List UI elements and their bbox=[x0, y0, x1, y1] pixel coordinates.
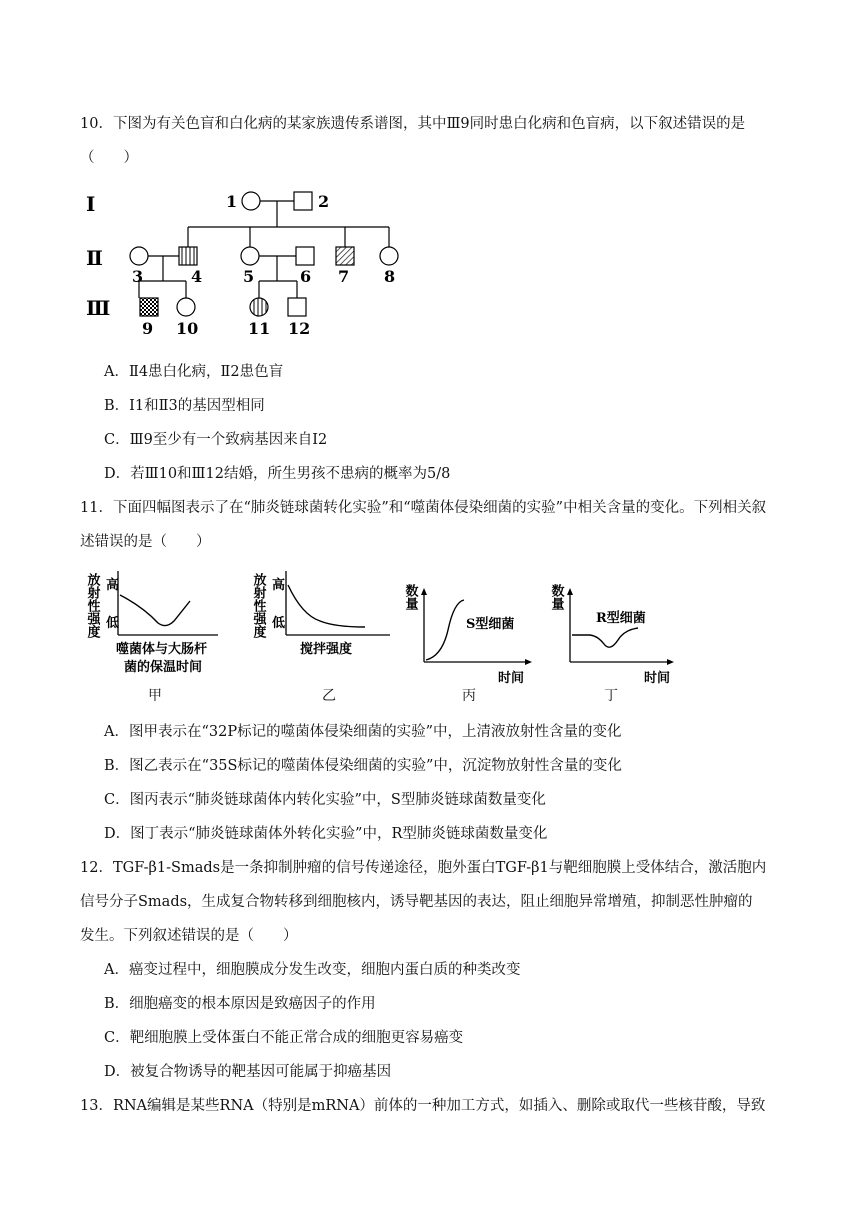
q12-stem-line1: 12．TGF-β1-Smads是一条抑制肿瘤的信号传递途径，胞外蛋白TGF-β1与靶细胞膜上受体结合，激活胞内 bbox=[80, 860, 767, 876]
num-11: 11 bbox=[248, 319, 271, 338]
num-6: 6 bbox=[300, 267, 312, 286]
q10-option-d: D．若Ⅲ10和Ⅲ12结婚，所生男孩不患病的概率为5/8 bbox=[104, 466, 451, 482]
num-4: 4 bbox=[191, 267, 203, 286]
individual-III9 bbox=[140, 298, 158, 316]
q10-stem-line1: 10．下图为有关色盲和白化病的某家族遗传系谱图，其中Ⅲ9同时患白化病和色盲病，以下叙述错误的是 bbox=[80, 116, 746, 132]
q12-option-a: A．癌变过程中，细胞膜成分发生改变，细胞内蛋白质的种类改变 bbox=[104, 962, 521, 978]
individual-II3 bbox=[130, 247, 148, 265]
bing-curve-label: S型细菌 bbox=[466, 617, 515, 632]
q10-option-c: C．Ⅲ9至少有一个致病基因来自I2 bbox=[104, 432, 328, 448]
ding-curve bbox=[572, 628, 638, 647]
yi-xlabel: 搅拌强度 bbox=[300, 642, 353, 657]
individual-III11 bbox=[250, 298, 268, 316]
individual-I2 bbox=[294, 192, 312, 210]
q11-option-b: B．图乙表示在“35S标记的噬菌体侵染细菌的实验”中，沉淀物放射性含量的变化 bbox=[104, 758, 622, 774]
q12-option-b: B．细胞癌变的根本原因是致癌因子的作用 bbox=[104, 996, 376, 1012]
individual-I1 bbox=[242, 192, 260, 210]
yi-high: 高 bbox=[272, 578, 286, 593]
jia-curve bbox=[120, 595, 190, 626]
num-3: 3 bbox=[132, 267, 144, 286]
caption-jia: 甲 bbox=[148, 688, 162, 704]
graph-yi bbox=[250, 565, 400, 665]
num-9: 9 bbox=[142, 319, 154, 338]
jia-xlabel-2: 菌的保温时间 bbox=[124, 660, 203, 675]
q10-stem-line2: （ ） bbox=[80, 150, 138, 166]
q11-stem-line1: 11．下面四幅图表示了在“肺炎链球菌转化实验”和“噬菌体侵染细菌的实验”中相关含量的变化。下列相关叙 bbox=[80, 500, 767, 516]
q11-option-a: A．图甲表示在“32P标记的噬菌体侵染细菌的实验”中，上清液放射性含量的变化 bbox=[104, 724, 622, 740]
q11-option-c: C．图丙表示“肺炎链球菌体内转化实验”中，S型肺炎链球菌数量变化 bbox=[104, 792, 546, 808]
bing-ylabel: 数量 bbox=[402, 584, 418, 610]
jia-ylabel: 放射性强度 bbox=[84, 573, 100, 638]
individual-III10 bbox=[177, 298, 195, 316]
yi-low: 低 bbox=[272, 616, 286, 631]
q10-option-b: B．I1和Ⅱ3的基因型相同 bbox=[104, 398, 265, 414]
pedigree-chart bbox=[80, 185, 420, 345]
individual-II8 bbox=[380, 247, 398, 265]
graph-jia bbox=[78, 565, 238, 675]
caption-ding: 丁 bbox=[604, 688, 618, 704]
caption-bing: 丙 bbox=[462, 688, 476, 704]
num-10: 10 bbox=[176, 319, 199, 338]
num-2: 2 bbox=[318, 192, 330, 211]
q12-option-d: D．被复合物诱导的靶基因可能属于抑癌基因 bbox=[104, 1064, 392, 1080]
graph-bing bbox=[402, 578, 542, 690]
jia-low: 低 bbox=[106, 616, 120, 631]
caption-yi: 乙 bbox=[322, 688, 336, 704]
yi-ylabel: 放射性强度 bbox=[250, 573, 266, 638]
jia-high: 高 bbox=[106, 578, 120, 593]
q11-option-d: D．图丁表示“肺炎链球菌体外转化实验”中，R型肺炎链球菌数量变化 bbox=[104, 826, 548, 842]
q11-stem-line2: 述错误的是（ ） bbox=[80, 534, 211, 550]
q12-stem-line3: 发生。下列叙述错误的是（ ） bbox=[80, 928, 298, 944]
individual-II6 bbox=[296, 247, 314, 265]
num-8: 8 bbox=[384, 267, 396, 286]
num-1: 1 bbox=[226, 192, 238, 211]
yi-curve bbox=[288, 585, 365, 627]
num-7: 7 bbox=[338, 267, 350, 286]
graph-ding bbox=[548, 578, 688, 690]
ding-xlabel: 时间 bbox=[644, 671, 671, 686]
num-12: 12 bbox=[288, 319, 311, 338]
ding-ylabel: 数量 bbox=[548, 584, 564, 610]
q12-stem-line2: 信号分子Smads，生成复合物转移到细胞核内，诱导靶基因的表达，阻止细胞异常增殖，抑制恶性肿瘤的 bbox=[80, 894, 753, 910]
ding-curve-label: R型细菌 bbox=[596, 611, 646, 626]
q13-stem-line1: 13．RNA编辑是某些RNA（特别是mRNA）前体的一种加工方式，如插入、删除或取代一些核苷酸，导致 bbox=[80, 1098, 766, 1114]
individual-III12 bbox=[288, 298, 306, 316]
bing-xlabel: 时间 bbox=[498, 671, 525, 686]
gen-label-2: Ⅱ bbox=[86, 246, 103, 270]
jia-xlabel-1: 噬菌体与大肠杆 bbox=[116, 642, 208, 657]
gen-label-1: Ⅰ bbox=[86, 192, 96, 216]
num-5: 5 bbox=[243, 267, 255, 286]
individual-II4 bbox=[179, 247, 197, 265]
bing-curve bbox=[426, 600, 464, 660]
gen-label-3: Ⅲ bbox=[86, 296, 111, 320]
q12-option-c: C．靶细胞膜上受体蛋白不能正常合成的细胞更容易癌变 bbox=[104, 1030, 464, 1046]
q10-option-a: A．Ⅱ4患白化病，Ⅱ2患色盲 bbox=[104, 364, 284, 380]
individual-II7 bbox=[336, 247, 354, 265]
individual-II5 bbox=[241, 247, 259, 265]
